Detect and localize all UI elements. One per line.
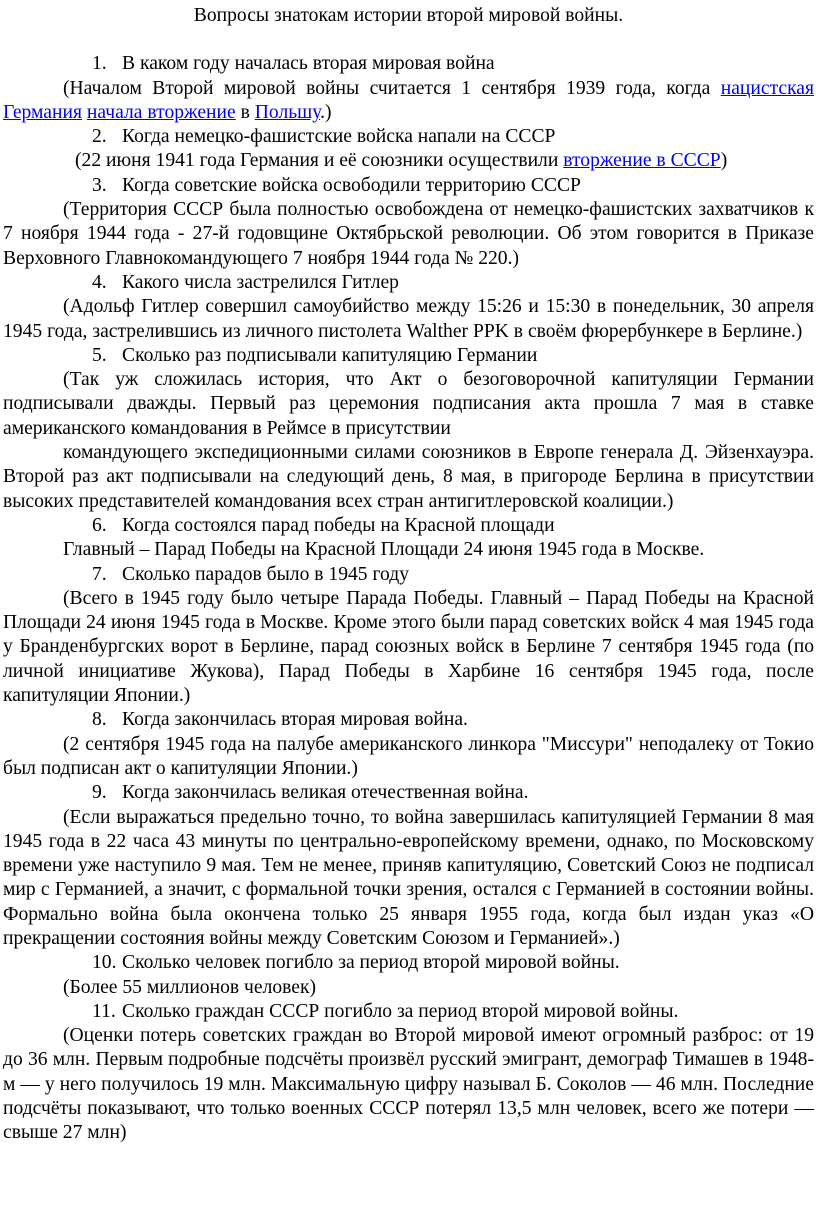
question-text: Сколько граждан СССР погибло за период второй мировой войны. (122, 1000, 679, 1022)
link-invasion[interactable]: начала вторжение (86, 101, 236, 123)
question-number: 10. (92, 952, 117, 974)
answer-7: (Всего в 1945 году было четыре Парада Победы. Главный – Парад Победы на Красной Площади 24 июня 1945 года в Москве. Кроме этого были парад советских войск 4 мая 1945 года у Бранденбургских ворот в Берлине, парад союзных войск в Берлине 7 сентября 1945 года (по личной инициативе Жукова), Парад Победы в Харбине 16 сентября 1945 года, после капитуляции Японии.) (3, 587, 814, 707)
answer-9: (Если выражаться предельно точно, то война завершилась капитуляцией Германии 8 мая 1945 года в 22 часа 43 минуты по центрально-европейскому времени, однако, по Московскому времени уже наступило 9 мая. Тем не менее, приняв капитуляцию, Советский Союз не подписал мир с Германией, а значит, с формальной точки зрения, остался с Германией в состоянии войны. Формально война была окончена только 25 января 1955 года, когда был издан указ «О прекращении состояния войны между Советским Союзом и Германией».) (3, 806, 814, 949)
question-text: Когда немецко-фашистские войска напали на СССР (122, 126, 556, 148)
question-text: Когда закончилась великая отечественная война. (122, 782, 529, 804)
question-text: Когда состоялся парад победы на Красной площади (122, 514, 555, 536)
question-text: Какого числа застрелился Гитлер (122, 271, 399, 293)
question-number: 6. (92, 514, 107, 536)
answer-8: (2 сентября 1945 года на палубе американского линкора "Миссури" неподалеку от Токио был подписан акт о капитуляции Японии.) (3, 733, 814, 779)
question-5 (33, 344, 814, 368)
question-number: 3. (92, 174, 107, 196)
answer-10: (Более 55 миллионов человек) (63, 976, 317, 998)
link-nazi-germany[interactable]: нацистская Германия (3, 77, 814, 123)
question-text: Сколько человек погибло за период второй мировой войны. (122, 952, 620, 974)
question-4 (33, 271, 814, 295)
link-poland[interactable]: Польшу (254, 101, 321, 123)
document-title: Вопросы знатокам истории второй мировой войны. (193, 5, 624, 26)
answer-11: (Оценки потерь советских граждан во Второй мировой имеют огромный разброс: от 19 до 36 млн. Первым подробные подсчёты произвёл русский эмигрант, демограф Тимашев в 1948-м — у него получилось 19 млн. Максимальную цифру называл Б. Соколов — 46 млн. Последние подсчёты показывают, что только военных СССР потерял 13,5 млн человек, всего же потери — свыше 27 млн) (3, 1025, 814, 1144)
question-text: Когда советские войска освободили территорию СССР (122, 174, 581, 196)
question-9 (33, 781, 814, 805)
question-number: 4. (92, 271, 107, 293)
question-8 (33, 708, 814, 732)
answer-2: (22 июня 1941 года Германия и её союзники осуществили вторжение в СССР) (75, 150, 728, 172)
question-7 (33, 563, 814, 587)
question-6 (33, 514, 814, 538)
answer-6: Главный – Парад Победы на Красной Площади 24 июня 1945 года в Москве. (63, 539, 705, 561)
question-number: 1. (92, 53, 107, 75)
link-invasion-ussr[interactable]: вторжение в СССР (563, 150, 721, 172)
question-text: В каком году началась вторая мировая война (122, 53, 495, 75)
question-2 (33, 125, 814, 149)
question-1 (33, 52, 814, 76)
answer-1: (Началом Второй мировой войны считается 1 сентября 1939 года, когда нацистская Германия начала вторжение в Польшу.) (3, 77, 814, 123)
answer-4: (Адольф Гитлер совершил самоубийство между 15:26 и 15:30 в понедельник, 30 апреля 1945 года, застрелившись из личного пистолета Walther PPK в своём фюрербункере в Берлине.) (3, 296, 814, 342)
question-text: Сколько парадов было в 1945 году (122, 563, 410, 585)
question-number: 9. (92, 782, 107, 804)
question-3 (33, 174, 814, 198)
question-text: Когда закончилась вторая мировая война. (122, 709, 468, 731)
question-text: Сколько раз подписывали капитуляцию Германии (122, 344, 538, 366)
question-10 (33, 951, 814, 975)
question-number: 2. (92, 126, 107, 148)
question-number: 8. (92, 709, 107, 731)
question-number: 7. (92, 563, 107, 585)
question-number: 5. (92, 344, 107, 366)
answer-5-continued: командующего экспедиционными силами союзников в Европе генерала Д. Эйзенхауэра. Второй раз акт подписывали на следующий день, 8 мая, в пригороде Берлина в присутствии высоких представителей командования всех стран антигитлеровской коалиции.) (3, 442, 814, 512)
answer-3: (Территория СССР была полностью освобождена от немецко-фашистских захватчиков к 7 ноября 1944 года - 27-й годовщине Октябрьской революции. Об этом говорится в Приказе Верховного Главнокомандующего 7 ноября 1944 года № 220.) (3, 199, 814, 269)
question-number: 11. (92, 1000, 116, 1022)
question-11 (33, 1000, 814, 1024)
answer-5: (Так уж сложилась история, что Акт о безоговорочной капитуляции Германии подписывали дважды. Первый раз церемония подписания акта прошла 7 мая в ставке американского командования в Реймсе в присутствии (3, 369, 814, 439)
